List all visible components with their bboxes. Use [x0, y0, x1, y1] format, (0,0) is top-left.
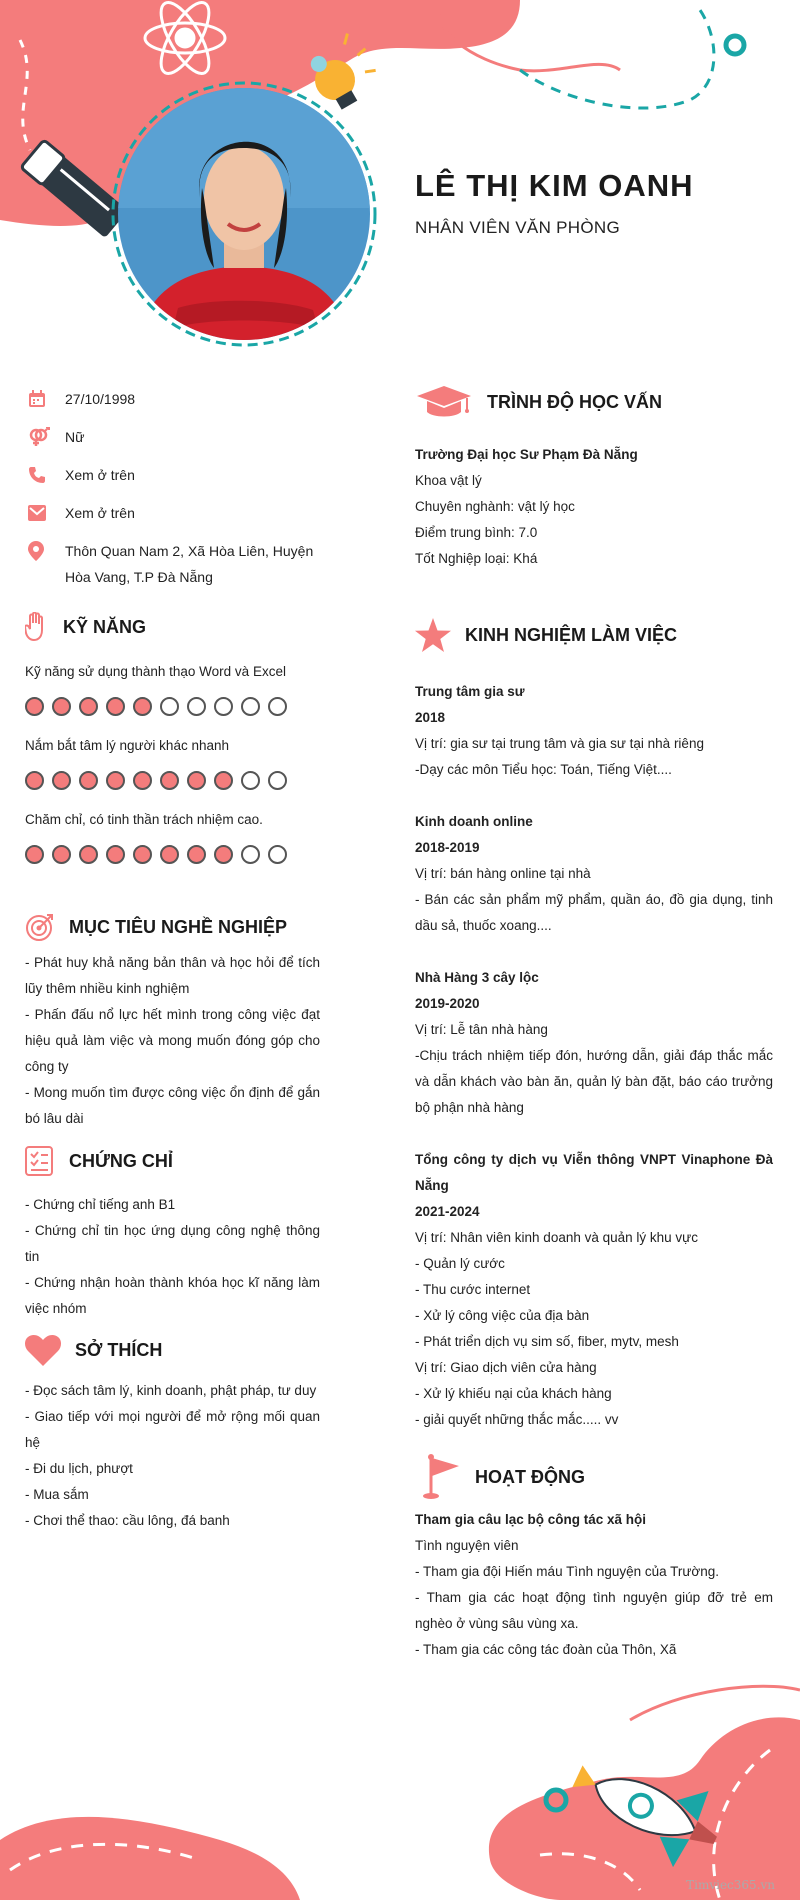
objective-title: MỤC TIÊU NGHỀ NGHIỆP: [69, 916, 288, 937]
rating-dot-empty: [241, 845, 260, 864]
phone-row: [28, 462, 348, 488]
skill-label-3: Chăm chỉ, có tinh thần trách nhiệm cao.: [25, 812, 263, 827]
checklist-icon: [25, 1146, 55, 1176]
rating-dot-filled: [106, 697, 125, 716]
activity-line: - Tham gia các công tác đoàn của Thôn, Xã: [415, 1642, 677, 1657]
rating-dot-filled: [52, 697, 71, 716]
rating-dot-filled: [25, 845, 44, 864]
hobby-line: - Đọc sách tâm lý, kinh doanh, phật pháp, tư duy: [25, 1383, 317, 1398]
calendar-icon: [28, 386, 52, 412]
job-line: - Xử lý khiếu nại của khách hàng: [415, 1386, 612, 1401]
skill-rating-2: [25, 771, 287, 790]
certificate-line: - Chứng chỉ tin học ứng dụng công nghệ thông tin: [25, 1223, 320, 1264]
certificates-title: CHỨNG CHỈ: [69, 1150, 173, 1171]
rating-dot-empty: [268, 697, 287, 716]
objective-line: - Phát huy khả năng bản thân và học hỏi để tích lũy thêm nhiều kinh nghiệm: [25, 955, 320, 996]
hobbies-text: [25, 1378, 320, 1534]
skill-label-1: Kỹ năng sử dụng thành thạo Word và Excel: [25, 664, 286, 679]
job-line: Vị trí: Nhân viên kinh doanh và quản lý khu vực: [415, 1230, 698, 1245]
job-line: - Phát triển dịch vụ sim số, fiber, mytv, mesh: [415, 1334, 679, 1349]
address-value: Thôn Quan Nam 2, Xã Hòa Liên, Huyện Hòa Vang, T.P Đà Nẵng: [65, 543, 314, 585]
job-period: 2018: [415, 710, 446, 725]
graduation-cap-icon: [415, 384, 473, 420]
rating-dot-filled: [106, 845, 125, 864]
rating-dot-empty: [214, 697, 233, 716]
experience-heading: [415, 618, 677, 652]
experience-text: [415, 679, 773, 1433]
job-company: Kinh doanh online: [415, 814, 533, 829]
school-name: Trường Đại học Sư Phạm Đà Nẵng: [415, 447, 638, 462]
job-company: Nhà Hàng 3 cây lộc: [415, 970, 539, 985]
job-line: - Quản lý cước: [415, 1256, 505, 1271]
activities-heading: [415, 1454, 585, 1500]
job-company: Trung tâm gia sư: [415, 684, 525, 699]
email-value: Xem ở trên: [65, 505, 135, 521]
rating-dot-filled: [133, 771, 152, 790]
flag-icon: [415, 1454, 461, 1500]
hobbies-heading: [25, 1334, 162, 1366]
skills-title: KỸ NĂNG: [63, 616, 147, 637]
star-icon: [415, 618, 451, 652]
rating-dot-filled: [214, 845, 233, 864]
job-line: Vị trí: Giao dịch viên cửa hàng: [415, 1360, 597, 1375]
job-period: 2019-2020: [415, 996, 480, 1011]
activity-line: Tình nguyện viên: [415, 1538, 519, 1553]
skill-rating-1: [25, 697, 287, 716]
rating-dot-filled: [187, 771, 206, 790]
rating-dot-filled: [79, 771, 98, 790]
rating-dot-empty: [187, 697, 206, 716]
target-icon: [25, 912, 55, 942]
activity-org: Tham gia câu lạc bộ công tác xã hội: [415, 1512, 647, 1527]
hand-icon: [25, 612, 49, 642]
activities-title: HOẠT ĐỘNG: [475, 1466, 585, 1487]
job-period: 2021-2024: [415, 1204, 480, 1219]
rating-dot-filled: [160, 845, 179, 864]
gender-icon: [28, 424, 52, 450]
skill-rating-3: [25, 845, 287, 864]
rating-dot-filled: [133, 697, 152, 716]
rating-dot-filled: [133, 845, 152, 864]
job-company: Tổng công ty dịch vụ Viễn thông VNPT Vinaphone Đà Nẵng: [415, 1152, 773, 1193]
rating-dot-filled: [25, 697, 44, 716]
job-line: -Chịu trách nhiệm tiếp đón, hướng dẫn, giải đáp thắc mắc và dẫn khách vào bàn ăn, quản lý bàn đặt, báo cáo trưởng bộ phận nhà hàng: [415, 1048, 773, 1115]
objective-text: [25, 950, 320, 1132]
skills-heading: [25, 612, 146, 642]
job-line: Vị trí: bán hàng online tại nhà: [415, 866, 591, 881]
email-icon: [28, 500, 52, 526]
education-line: Khoa vật lý: [415, 473, 482, 488]
location-icon: [28, 538, 52, 564]
rating-dot-filled: [52, 845, 71, 864]
rating-dot-filled: [160, 771, 179, 790]
gender-value: Nữ: [65, 429, 85, 445]
address-row: [28, 538, 328, 590]
job-title: NHÂN VIÊN VĂN PHÒNG: [415, 218, 621, 237]
education-line: Điểm trung bình: 7.0: [415, 525, 538, 540]
hobbies-title: SỞ THÍCH: [75, 1339, 163, 1360]
certificates-heading: [25, 1146, 173, 1176]
rating-dot-filled: [79, 845, 98, 864]
rating-dot-filled: [79, 697, 98, 716]
rating-dot-empty: [241, 697, 260, 716]
birthdate-row: [28, 386, 348, 412]
hobby-line: - Chơi thể thao: cầu lông, đá banh: [25, 1513, 230, 1528]
rating-dot-empty: [160, 697, 179, 716]
job-line: - Bán các sản phẩm mỹ phẩm, quần áo, đồ gia dụng, tinh dầu sả, thuốc xoang....: [415, 892, 773, 933]
heart-icon: [25, 1334, 61, 1366]
job-line: - Xử lý công việc của địa bàn: [415, 1308, 590, 1323]
education-line: Tốt Nghiệp loại: Khá: [415, 551, 538, 566]
experience-title: KINH NGHIỆM LÀM VIỆC: [465, 624, 678, 645]
education-heading: [415, 384, 662, 420]
rating-dot-empty: [268, 845, 287, 864]
footer-decoration: [0, 1660, 800, 1900]
activity-line: - Tham gia đội Hiến máu Tình nguyện của Trường.: [415, 1564, 720, 1579]
rating-dot-empty: [268, 771, 287, 790]
watermark: Timviec365.vn: [686, 1878, 775, 1892]
activities-text: [415, 1507, 773, 1663]
profile-photo: [118, 88, 370, 340]
certificate-line: - Chứng chỉ tiếng anh B1: [25, 1197, 176, 1212]
job-line: Vị trí: gia sư tại trung tâm và gia sư tại nhà riêng: [415, 736, 704, 751]
education-title: TRÌNH ĐỘ HỌC VẤN: [487, 391, 662, 412]
rating-dot-empty: [241, 771, 260, 790]
job-line: Vị trí: Lễ tân nhà hàng: [415, 1022, 548, 1037]
job-period: 2018-2019: [415, 840, 480, 855]
job-line: -Dạy các môn Tiểu học: Toán, Tiếng Việt....: [415, 762, 672, 777]
certificates-text: [25, 1192, 320, 1322]
email-row: [28, 500, 348, 526]
education-line: Chuyên nghành: vật lý học: [415, 499, 575, 514]
education-text: [415, 442, 773, 572]
job-line: - giải quyết những thắc mắc..... vv: [415, 1412, 619, 1427]
phone-value: Xem ở trên: [65, 467, 135, 483]
skill-label-2: Nắm bắt tâm lý người khác nhanh: [25, 738, 229, 753]
rating-dot-filled: [52, 771, 71, 790]
objective-line: - Phấn đấu nổ lực hết mình trong công việc đạt hiệu quả làm việc và mong muốn đóng góp cho công ty: [25, 1007, 320, 1074]
objective-heading: [25, 912, 287, 942]
rating-dot-filled: [25, 771, 44, 790]
rating-dot-filled: [187, 845, 206, 864]
gender-row: [28, 424, 348, 450]
hobby-line: - Mua sắm: [25, 1487, 89, 1502]
certificate-line: - Chứng nhận hoàn thành khóa học kĩ năng làm việc nhóm: [25, 1275, 320, 1316]
hobby-line: - Giao tiếp với mọi người để mở rộng mối quan hệ: [25, 1409, 320, 1450]
hobby-line: - Đi du lịch, phượt: [25, 1461, 133, 1476]
candidate-name: LÊ THỊ KIM OANH: [415, 168, 694, 203]
birthdate-value: 27/10/1998: [65, 391, 136, 407]
activity-line: - Tham gia các hoạt động tình nguyện giúp đỡ trẻ em nghèo ở vùng sâu vùng xa.: [415, 1590, 773, 1631]
rating-dot-filled: [214, 771, 233, 790]
job-line: - Thu cước internet: [415, 1282, 531, 1297]
objective-line: - Mong muốn tìm được công việc ổn định để gắn bó lâu dài: [25, 1085, 320, 1126]
rating-dot-filled: [106, 771, 125, 790]
phone-icon: [28, 462, 52, 488]
